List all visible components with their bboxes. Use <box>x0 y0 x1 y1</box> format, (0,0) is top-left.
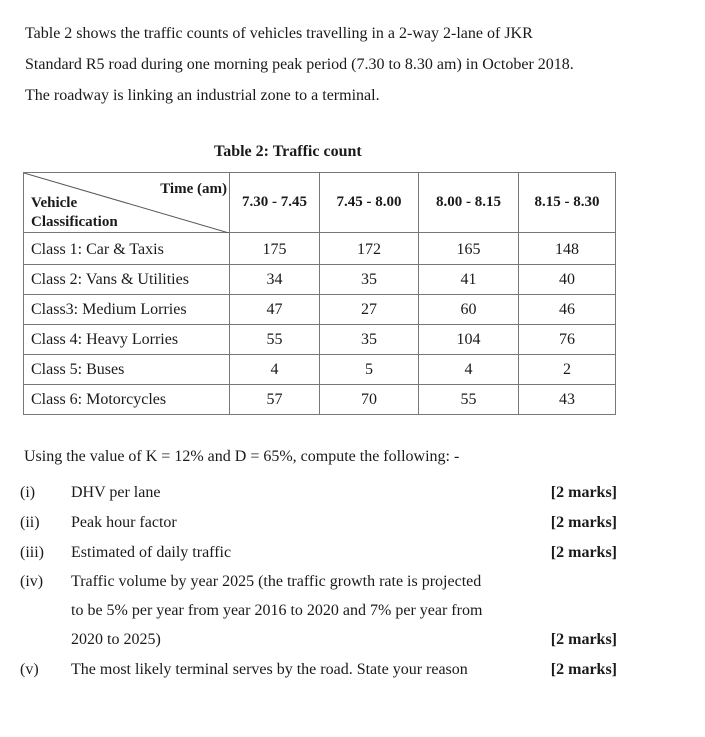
count-cell: 41 <box>419 265 519 295</box>
question-marks: [2 marks] <box>550 544 617 561</box>
question-label: (ii) <box>20 514 40 531</box>
count-cell: 46 <box>519 295 616 325</box>
vehicle-header-label <box>31 194 118 232</box>
question-label: (iv) <box>20 573 44 590</box>
question-text-line: Peak hour factor <box>71 514 177 531</box>
question-item <box>20 538 624 567</box>
questions-lead: Using the value of K = 12% and D = 65%, compute the following: - <box>24 448 460 465</box>
count-cell: 34 <box>230 265 320 295</box>
count-cell: 35 <box>320 265 419 295</box>
count-cell: 70 <box>320 385 419 415</box>
count-cell: 60 <box>419 295 519 325</box>
table-row <box>24 265 616 295</box>
count-cell: 148 <box>519 233 616 265</box>
period-header: 8.15 - 8.30 <box>519 173 616 233</box>
question-text-line: The most likely terminal serves by the road. State your reason <box>71 661 468 678</box>
diagonal-header-cell <box>24 173 230 233</box>
intro-paragraph <box>25 18 665 111</box>
table-row <box>24 325 616 355</box>
vehicle-class-cell: Class 4: Heavy Lorries <box>24 325 230 355</box>
question-item <box>20 655 624 684</box>
count-cell: 57 <box>230 385 320 415</box>
table-row <box>24 233 616 265</box>
vehicle-class-cell: Class 5: Buses <box>24 355 230 385</box>
count-cell: 2 <box>519 355 616 385</box>
count-cell: 172 <box>320 233 419 265</box>
table-row <box>24 355 616 385</box>
question-text-line: 2020 to 2025) <box>71 631 161 648</box>
intro-line: Table 2 shows the traffic counts of vehicles travelling in a 2-way 2-lane of JKR <box>25 25 533 42</box>
question-text <box>71 478 521 507</box>
question-text <box>71 508 521 537</box>
question-item <box>20 567 624 654</box>
count-cell: 47 <box>230 295 320 325</box>
vehicle-header-line: Classification <box>31 214 118 230</box>
question-item <box>20 508 624 537</box>
count-cell: 55 <box>419 385 519 415</box>
count-cell: 27 <box>320 295 419 325</box>
intro-line: Standard R5 road during one morning peak period (7.30 to 8.30 am) in October 2018. <box>25 56 574 73</box>
table-header-row <box>24 173 616 233</box>
count-cell: 165 <box>419 233 519 265</box>
question-label: (iii) <box>20 544 44 561</box>
question-text <box>71 567 521 654</box>
count-cell: 4 <box>419 355 519 385</box>
count-cell: 55 <box>230 325 320 355</box>
question-marks: [2 marks] <box>550 631 617 648</box>
time-header-label: Time (am) <box>160 181 227 197</box>
count-cell: 4 <box>230 355 320 385</box>
period-header: 7.30 - 7.45 <box>230 173 320 233</box>
period-header: 8.00 - 8.15 <box>419 173 519 233</box>
question-marks: [2 marks] <box>550 514 617 531</box>
table-row <box>24 385 616 415</box>
question-text-line: Estimated of daily traffic <box>71 544 232 561</box>
question-text-line: to be 5% per year from year 2016 to 2020 and 7% per year from <box>71 602 483 619</box>
count-cell: 40 <box>519 265 616 295</box>
vehicle-class-cell: Class 2: Vans & Utilities <box>24 265 230 295</box>
count-cell: 104 <box>419 325 519 355</box>
question-label: (v) <box>20 661 39 678</box>
period-header: 7.45 - 8.00 <box>320 173 419 233</box>
vehicle-class-cell: Class3: Medium Lorries <box>24 295 230 325</box>
question-marks: [2 marks] <box>550 484 617 501</box>
question-label: (i) <box>20 484 36 501</box>
question-marks: [2 marks] <box>550 661 617 678</box>
question-text <box>71 538 521 567</box>
vehicle-header-line: Vehicle <box>31 195 78 211</box>
question-text-line: Traffic volume by year 2025 (the traffic growth rate is projected <box>71 573 482 590</box>
count-cell: 35 <box>320 325 419 355</box>
traffic-count-table <box>23 172 616 415</box>
question-text <box>71 655 521 684</box>
table-row <box>24 295 616 325</box>
intro-line: The roadway is linking an industrial zone to a terminal. <box>25 87 380 104</box>
count-cell: 5 <box>320 355 419 385</box>
count-cell: 43 <box>519 385 616 415</box>
count-cell: 175 <box>230 233 320 265</box>
question-item <box>20 478 624 507</box>
count-cell: 76 <box>519 325 616 355</box>
question-text-line: DHV per lane <box>71 484 161 501</box>
table-caption: Table 2: Traffic count <box>214 143 362 160</box>
vehicle-class-cell: Class 6: Motorcycles <box>24 385 230 415</box>
vehicle-class-cell: Class 1: Car & Taxis <box>24 233 230 265</box>
